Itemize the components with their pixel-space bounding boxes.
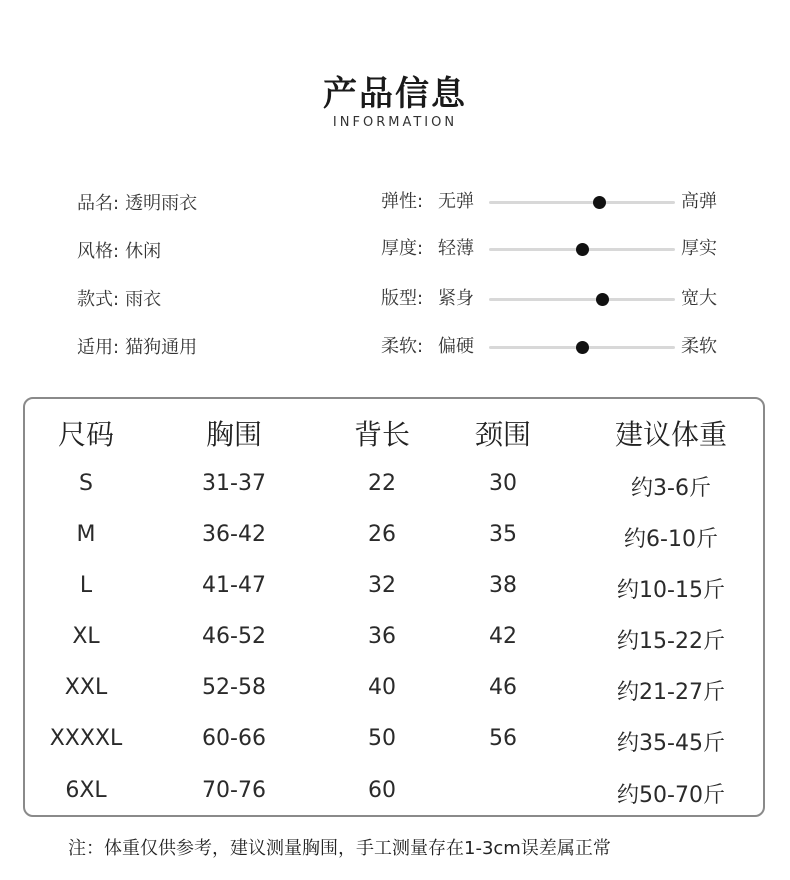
slider-track — [489, 346, 675, 349]
page-subtitle: INFORMATION — [332, 115, 458, 130]
slider-min-label: 无弹 — [438, 191, 474, 212]
table-cell-neck: 42 — [489, 624, 517, 649]
table-cell-back-length: 32 — [368, 573, 396, 598]
table-cell-size: M — [76, 522, 96, 547]
slider-thickness — [381, 235, 741, 263]
slider-track — [489, 248, 675, 251]
slider-min-label: 紧身 — [438, 288, 474, 309]
table-header-weight: 建议体重 — [614, 418, 728, 451]
table-cell-back-length: 26 — [368, 522, 396, 547]
table-cell-size: S — [79, 471, 93, 496]
slider-max-label: 高弹 — [681, 191, 717, 212]
table-cell-weight: 约50-70斤 — [617, 783, 725, 808]
info-row-type — [77, 286, 197, 334]
slider-track — [489, 201, 675, 204]
size-table — [23, 397, 765, 817]
page-title: 产品信息 — [323, 74, 467, 114]
slider-max-label: 宽大 — [681, 288, 717, 309]
product-info-list — [77, 190, 197, 382]
table-cell-back-length: 22 — [368, 471, 396, 496]
slider-dot — [576, 243, 589, 256]
table-cell-chest: 41-47 — [202, 573, 266, 598]
slider-label: 弹性: — [381, 191, 424, 212]
table-cell-weight: 约10-15斤 — [617, 578, 725, 603]
footnote: 注：体重仅供参考，建议测量胸围，手工测量存在1-3cm误差属正常 — [68, 838, 611, 859]
table-cell-chest: 52-58 — [202, 675, 266, 700]
table-cell-size: XXL — [64, 675, 108, 700]
table-cell-chest: 70-76 — [202, 778, 266, 803]
table-cell-size: XXXXL — [49, 726, 123, 751]
info-label: 适用: — [77, 337, 120, 358]
table-cell-weight: 约35-45斤 — [617, 731, 725, 756]
info-row-name — [77, 190, 197, 238]
table-cell-chest: 36-42 — [202, 522, 266, 547]
slider-dot — [593, 196, 606, 209]
table-cell-weight: 约21-27斤 — [617, 680, 725, 705]
slider-label: 厚度: — [381, 238, 424, 259]
info-label: 品名: — [77, 193, 120, 214]
table-header-back-length: 背长 — [353, 418, 411, 451]
table-cell-neck: 46 — [489, 675, 517, 700]
slider-min-label: 偏硬 — [438, 336, 474, 357]
slider-softness — [381, 333, 741, 361]
info-label: 风格: — [77, 241, 120, 262]
table-cell-back-length: 36 — [368, 624, 396, 649]
table-cell-weight: 约3-6斤 — [631, 476, 711, 501]
table-cell-size: XL — [72, 624, 100, 649]
info-value: 猫狗通用 — [125, 337, 198, 358]
table-header-neck: 颈围 — [474, 418, 532, 451]
slider-label: 版型: — [381, 288, 424, 309]
table-header-chest: 胸围 — [205, 418, 263, 451]
slider-elasticity — [381, 188, 741, 216]
table-cell-chest: 31-37 — [202, 471, 266, 496]
table-cell-neck: 56 — [489, 726, 517, 751]
info-row-suitable — [77, 334, 197, 382]
info-value: 休闲 — [125, 241, 162, 262]
slider-label: 柔软: — [381, 336, 424, 357]
table-cell-size: 6XL — [65, 778, 107, 803]
table-cell-size: L — [79, 573, 93, 598]
table-header-size: 尺码 — [57, 418, 115, 451]
table-cell-back-length: 40 — [368, 675, 396, 700]
slider-max-label: 柔软 — [681, 336, 717, 357]
info-value: 透明雨衣 — [125, 193, 198, 214]
slider-track — [489, 298, 675, 301]
table-cell-neck: 35 — [489, 522, 517, 547]
info-row-style — [77, 238, 197, 286]
slider-fit — [381, 285, 741, 313]
table-cell-weight: 约6-10斤 — [624, 527, 718, 552]
table-cell-neck: 30 — [489, 471, 517, 496]
table-cell-chest: 46-52 — [202, 624, 266, 649]
slider-max-label: 厚实 — [681, 238, 717, 259]
slider-min-label: 轻薄 — [438, 238, 474, 259]
table-cell-neck: 38 — [489, 573, 517, 598]
info-value: 雨衣 — [125, 289, 162, 310]
table-cell-back-length: 50 — [368, 726, 396, 751]
table-cell-chest: 60-66 — [202, 726, 266, 751]
table-cell-weight: 约15-22斤 — [617, 629, 725, 654]
slider-dot — [596, 293, 609, 306]
table-cell-back-length: 60 — [368, 778, 396, 803]
slider-dot — [576, 341, 589, 354]
info-label: 款式: — [77, 289, 120, 310]
